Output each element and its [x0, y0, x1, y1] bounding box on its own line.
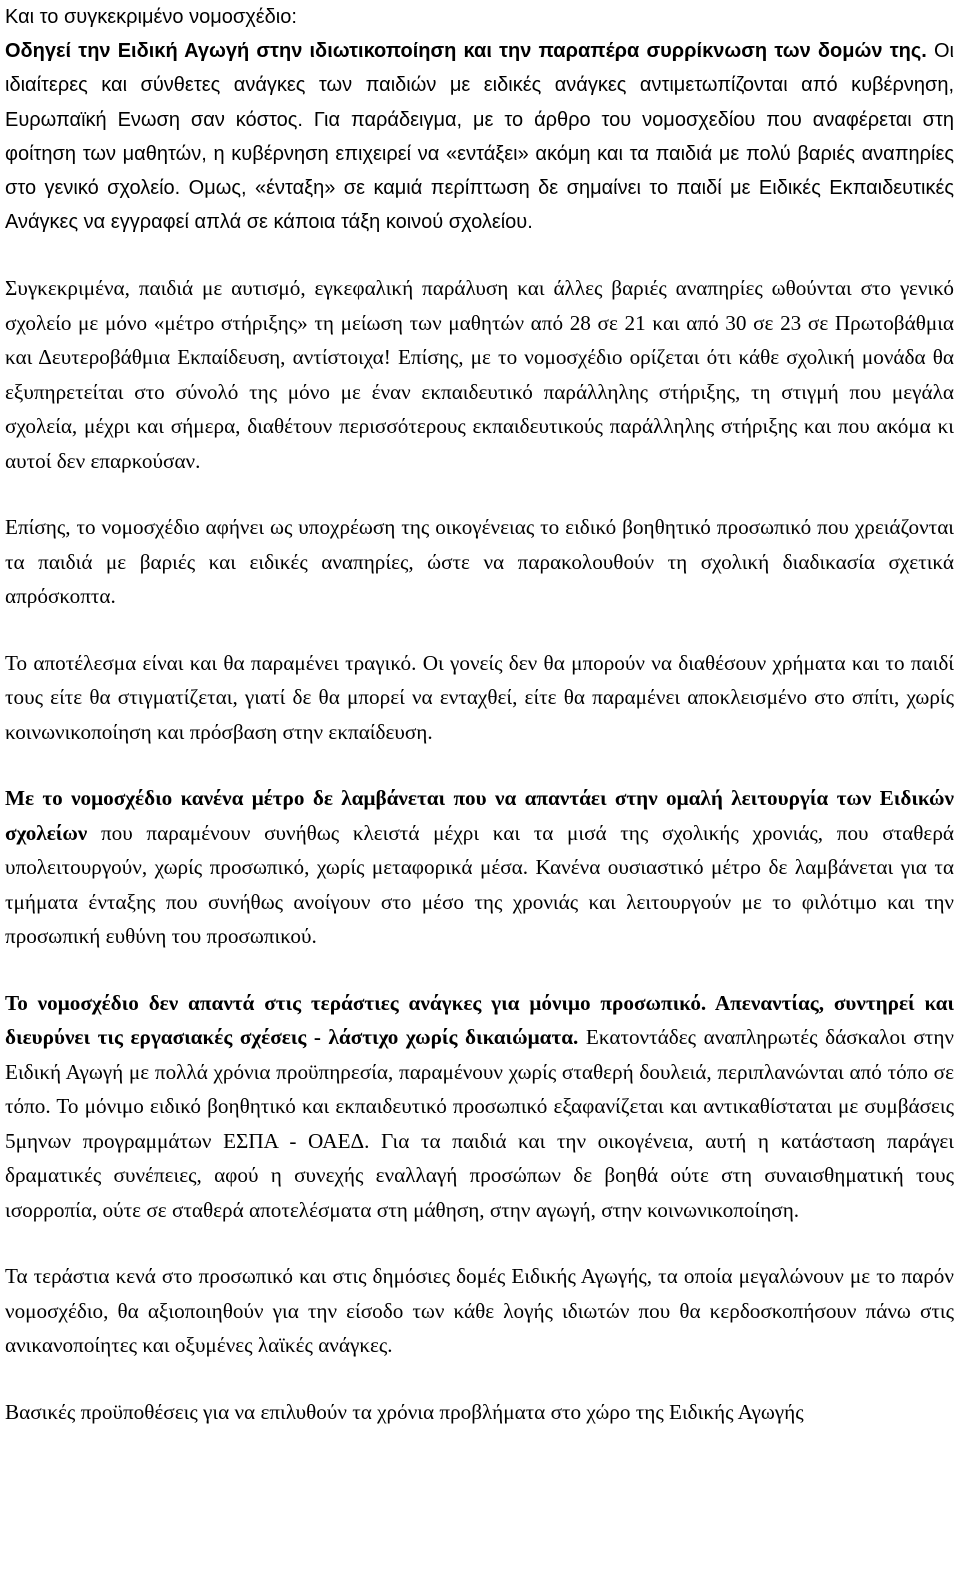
paragraph-support-staff: Επίσης, το νομοσχέδιο αφήνει ως υποχρέωση της οικογένειας το ειδικό βοηθητικό προσωπικό που χρειάζονται τα παιδιά με βαριές και ειδικές αναπηρίες, ώστε να παρακολουθούν τη σχολική διαδικασία σχετικά απρόσκοπτα. — [5, 515, 954, 609]
paragraph-integration: Συγκεκριμένα, παιδιά με αυτισμό, εγκεφαλική παράλυση και άλλες βαριές αναπηρίες ωθούνται στο γενικό σχολείο με μόνο «μέτρο στήριξης» τη μείωση των μαθητών από 28 σε 21 και από 30 σε 23 σε Πρωτοβάθμια και Δευτεροβάθμια Εκπαίδευση, αντίστοιχα! Επίσης, με το νομοσχέδιο ορίζεται ότι κάθε σχολική μονάδα θα εξυπηρετείται στο σύνολό της μόνο με έναν εκπαιδευτικό παράλληλης στήριξης, τη στιγμή που μεγάλα σχολεία, μέχρι και σήμερα, διαθέτουν περισσότερους εκπαιδευτικούς παράλληλης στήριξης και που ακόμα κι αυτοί δεν επαρκούσαν. — [5, 276, 954, 473]
paragraph-gap — [5, 1227, 954, 1259]
paragraph-permanent-staff — [5, 986, 954, 1228]
paragraph-gap — [5, 239, 954, 271]
paragraph-gap — [5, 614, 954, 646]
paragraph-gap — [5, 954, 954, 986]
paragraph-gap — [5, 1363, 954, 1395]
paragraph-permanent-staff-bold: Το νομοσχέδιο δεν απαντά στις τεράστιες ανάγκες για μόνιμο προσωπικό. Απεναντίας, συντηρεί και διευρύνει τις εργασιακές σχέσεις - λάστιχο χωρίς δικαιώματα. — [5, 990, 954, 1050]
paragraph-privatization-text: Οι ιδιαίτερες και σύνθετες ανάγκες των παιδιών με ειδικές ανάγκες αντιμετωπίζονται από κυβέρνηση, Ευρωπαϊκή Ενωση σαν κόστος. Για παράδειγμα, με το άρθρο του νομοσχεδίου που αναφέρεται στη φοίτηση των μαθητών, η κυβέρνηση επιχειρεί να «εντάξει» ακόμη και τα παιδιά με πολύ βαριές αναπηρίες στο γενικό σχολείο. Ομως, «ένταξη» σε καμιά περίπτωση δε σημαίνει το παιδί με Ειδικές Εκπαιδευτικές Ανάγκες να εγγραφεί απλά σε κάποια τάξη κοινού σχολείου. — [5, 40, 955, 234]
paragraph-special-schools-text: που παραμένουν συνήθως κλειστά μέχρι και τα μισά της σχολικής χρονιάς, που σταθερά υπολειτουργούν, χωρίς προσωπικό, χωρίς μεταφορικά μέσα. Κανένα ουσιαστικό μέτρο δε λαμβάνεται για τα τμήματα ένταξης που συνήθως ανοίγουν στο μέσο της χρονιάς και λειτουργούν με το φιλότιμο και την προσωπική ευθύνη του προσωπικού. — [5, 820, 954, 949]
intro-line: Και το συγκεκριμένο νομοσχέδιο: — [5, 6, 297, 28]
document-page — [5, 0, 954, 1429]
paragraph-privatization — [5, 34, 954, 239]
paragraph-result: Το αποτέλεσμα είναι και θα παραμένει τραγικό. Οι γονείς δεν θα μπορούν να διαθέσουν χρήματα και το παιδί τους είτε θα στιγματίζεται, γιατί δε θα μπορεί να ενταχθεί, είτε θα παραμένει αποκλεισμένο στο σπίτι, χωρίς κοινωνικοποίηση και πρόσβαση στην εκπαίδευση. — [5, 650, 954, 744]
paragraph-gap — [5, 749, 954, 781]
paragraph-privatization-bold: Οδηγεί την Ειδική Αγωγή στην ιδιωτικοποίηση και την παραπέρα συρρίκνωση των δομών της. — [5, 40, 927, 63]
paragraph-prerequisites: Βασικές προϋποθέσεις για να επιλυθούν τα χρόνια προβλήματα στο χώρο της Ειδικής Αγωγής — [5, 1399, 804, 1424]
paragraph-gap — [5, 478, 954, 510]
paragraph-permanent-staff-text: Εκατοντάδες αναπληρωτές δάσκαλοι στην Ειδική Αγωγή με πολλά χρόνια προϋπηρεσία, παραμένουν χωρίς σταθερή δουλειά, περιπλανώνται από τόπο σε τόπο. Το μόνιμο ειδικό βοηθητικό και εκπαιδευτικό προσωπικό εξαφανίζεται και αντικαθίσταται με συμβάσεις 5μηνων προγραμμάτων ΕΣΠΑ - ΟΑΕΔ. Για τα παιδιά και την οικογένεια, αυτή η κατάσταση παράγει δραματικές συνέπειες, αφού η συνεχής εναλλαγή προσώπων δε βοηθά ούτε στη συναισθηματική τους ισορροπία, ούτε σε σταθερά αποτελέσματα στη μάθηση, στην αγωγή, στην κοινωνικοποίηση. — [5, 1025, 954, 1222]
paragraph-gaps: Τα τεράστια κενά στο προσωπικό και στις δημόσιες δομές Ειδικής Αγωγής, τα οποία μεγαλώνουν με το παρόν νομοσχέδιο, θα αξιοποιηθούν για την είσοδο των κάθε λογής ιδιωτών που θα κερδοσκοπήσουν πάνω στις ανικανοποίητες και οξυμένες λαϊκές ανάγκες. — [5, 1264, 954, 1358]
paragraph-special-schools — [5, 781, 954, 954]
paragraph-special-schools-bold: Με το νομοσχέδιο κανένα μέτρο δε λαμβάνεται που να απαντάει στην ομαλή λειτουργία των Ειδικών σχολείων — [5, 786, 954, 845]
